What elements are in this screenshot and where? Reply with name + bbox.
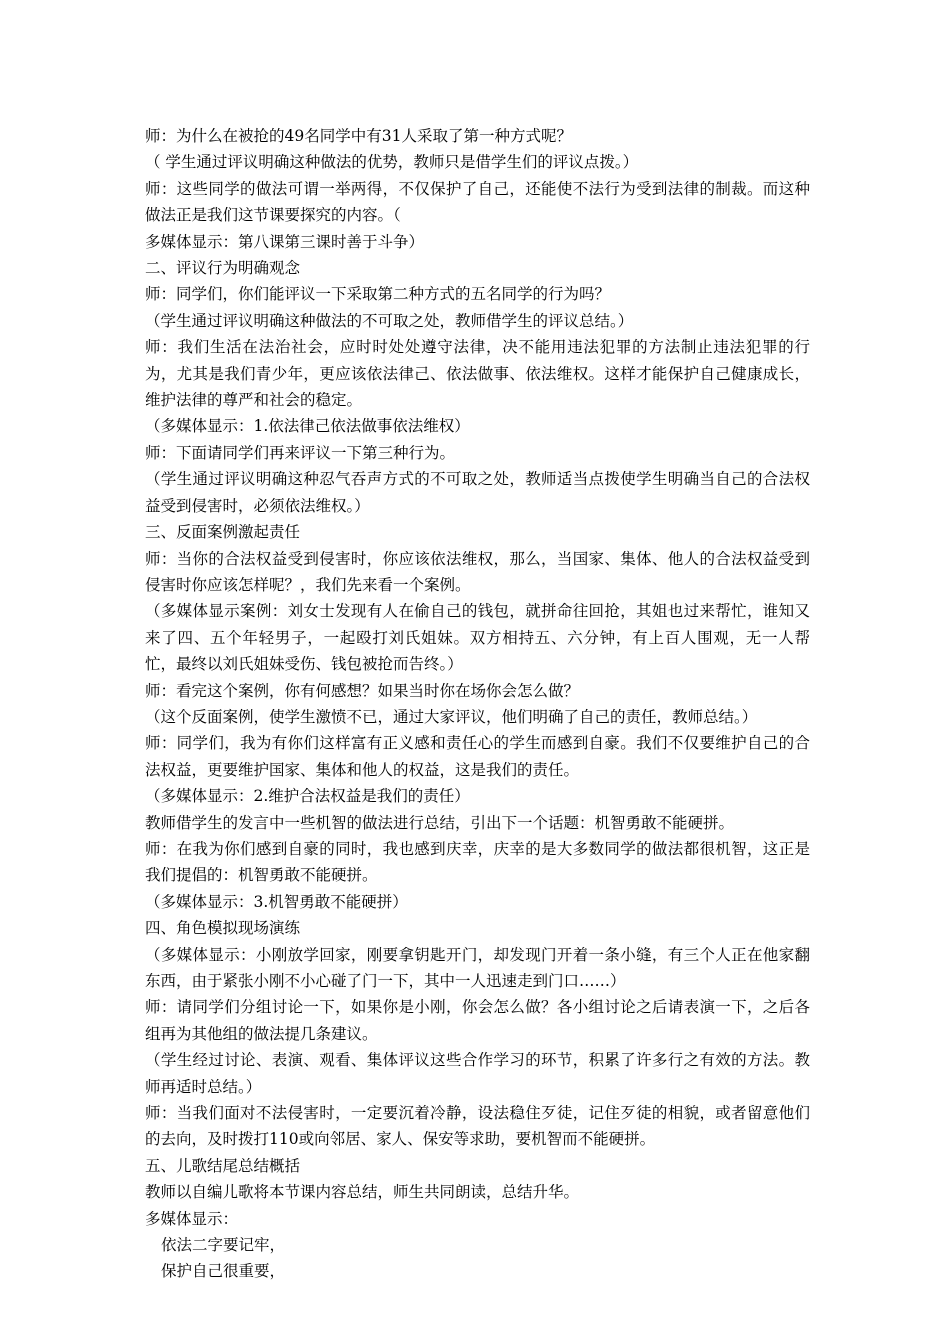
poem-line: 依法二字要记牢， (161, 1236, 286, 1255)
paragraph: 多媒体显示： (145, 1209, 239, 1228)
paragraph: 师：看完这个案例，你有何感想？如果当时你在场你会怎么做？ (145, 681, 580, 700)
paragraph: （多媒体显示案例：刘女士发现有人在偷自己的钱包，就拼命往回抢，其姐也过来帮忙，谁知又来了四、五个年轻男子，一起殴打刘氏姐妹。双方相持五、六分钟，有上百人围观，无一人帮忙，最终以刘氏姐妹受伤、钱包被抢而告终。） (145, 602, 810, 674)
paragraph: （学生经过讨论、表演、观看、集体评议这些合作学习的环节，积累了许多行之有效的方法。教师再适时总结。） (145, 1051, 810, 1096)
paragraph: 多媒体显示：第八课第三课时善于斗争） (145, 232, 425, 251)
paragraph: 师：同学们，我为有你们这样富有正义感和责任心的学生而感到自豪。我们不仅要维护自己的合法权益，更要维护国家、集体和他人的权益，这是我们的责任。 (145, 734, 810, 779)
paragraph: 师：下面请同学们再来评议一下第三种行为。 (145, 443, 456, 462)
paragraph: 师：我们生活在法治社会，应时时处处遵守法律，决不能用违法犯罪的方法制止违法犯罪的行为，尤其是我们青少年，更应该依法律己、依法做事、依法维权。这样才能保护自己健康成长，维护法律的尊严和社会的稳定。 (145, 338, 810, 410)
section-heading: 五、儿歌结尾总结概括 (145, 1156, 301, 1175)
paragraph: 师：当我们面对不法侵害时，一定要沉着冷静，设法稳住歹徒，记住歹徒的相貌，或者留意他们的去向，及时拨打110或向邻居、家人、保安等求助，要机智而不能硬拼。 (145, 1104, 810, 1149)
paragraph: 师：同学们，你们能评议一下采取第二种方式的五名同学的行为吗？ (145, 285, 611, 304)
paragraph: 教师借学生的发言中一些机智的做法进行总结，引出下一个话题：机智勇敢不能硬拼。 (145, 813, 735, 832)
paragraph: 师：请同学们分组讨论一下，如果你是小刚，你会怎么做？各小组讨论之后请表演一下，之后各组再为其他组的做法提几条建议。 (145, 998, 810, 1043)
paragraph: 师：在我为你们感到自豪的同时，我也感到庆幸，庆幸的是大多数同学的做法都很机智，这正是我们提倡的：机智勇敢不能硬拼。 (145, 839, 810, 885)
paragraph: （ 学生通过评议明确这种做法的优势，教师只是借学生们的评议点拨。） (145, 153, 639, 172)
paragraph: 教师以自编儿歌将本节课内容总结，师生共同朗读，总结升华。 (145, 1183, 580, 1202)
section-heading: 三、反面案例激起责任 (145, 523, 301, 542)
paragraph: （学生通过评议明确这种做法的不可取之处，教师借学生的评议总结。） (145, 311, 634, 330)
paragraph: （学生通过评议明确这种忍气吞声方式的不可取之处，教师适当点拨使学生明确当自己的合法权益受到侵害时，必须依法维权。） (145, 470, 810, 515)
paragraph: （多媒体显示：小刚放学回家，刚要拿钥匙开门，却发现门开着一条小缝，有三个人正在他家翻东西，由于紧张小刚不小心碰了门一下，其中一人迅速走到门口……） (145, 945, 810, 990)
paragraph: 师：当你的合法权益受到侵害时，你应该依法维权，那么，当国家、集体、他人的合法权益受到侵害时你应该怎样呢？，我们先来看一个案例。 (145, 549, 810, 594)
document-body (145, 123, 810, 1285)
paragraph: 师：为什么在被抢的49名同学中有31人采取了第一种方式呢？ (145, 127, 572, 145)
paragraph: （多媒体显示：3.机智勇敢不能硬拼） (145, 892, 408, 911)
paragraph: 师：这些同学的做法可谓一举两得，不仅保护了自己，还能使不法行为受到法律的制裁。而这种做法正是我们这节课要探究的内容。（ (145, 179, 810, 225)
paragraph: （这个反面案例，使学生激愤不已，通过大家评议，他们明确了自己的责任，教师总结。） (145, 707, 758, 726)
paragraph: （多媒体显示：1.依法律己依法做事依法维权） (145, 417, 470, 436)
section-heading: 二、评议行为明确观念 (145, 259, 301, 278)
paragraph: （多媒体显示：2.维护合法权益是我们的责任） (145, 787, 470, 806)
poem-line: 保护自己很重要， (161, 1262, 286, 1281)
section-heading: 四、角色模拟现场演练 (145, 919, 301, 938)
